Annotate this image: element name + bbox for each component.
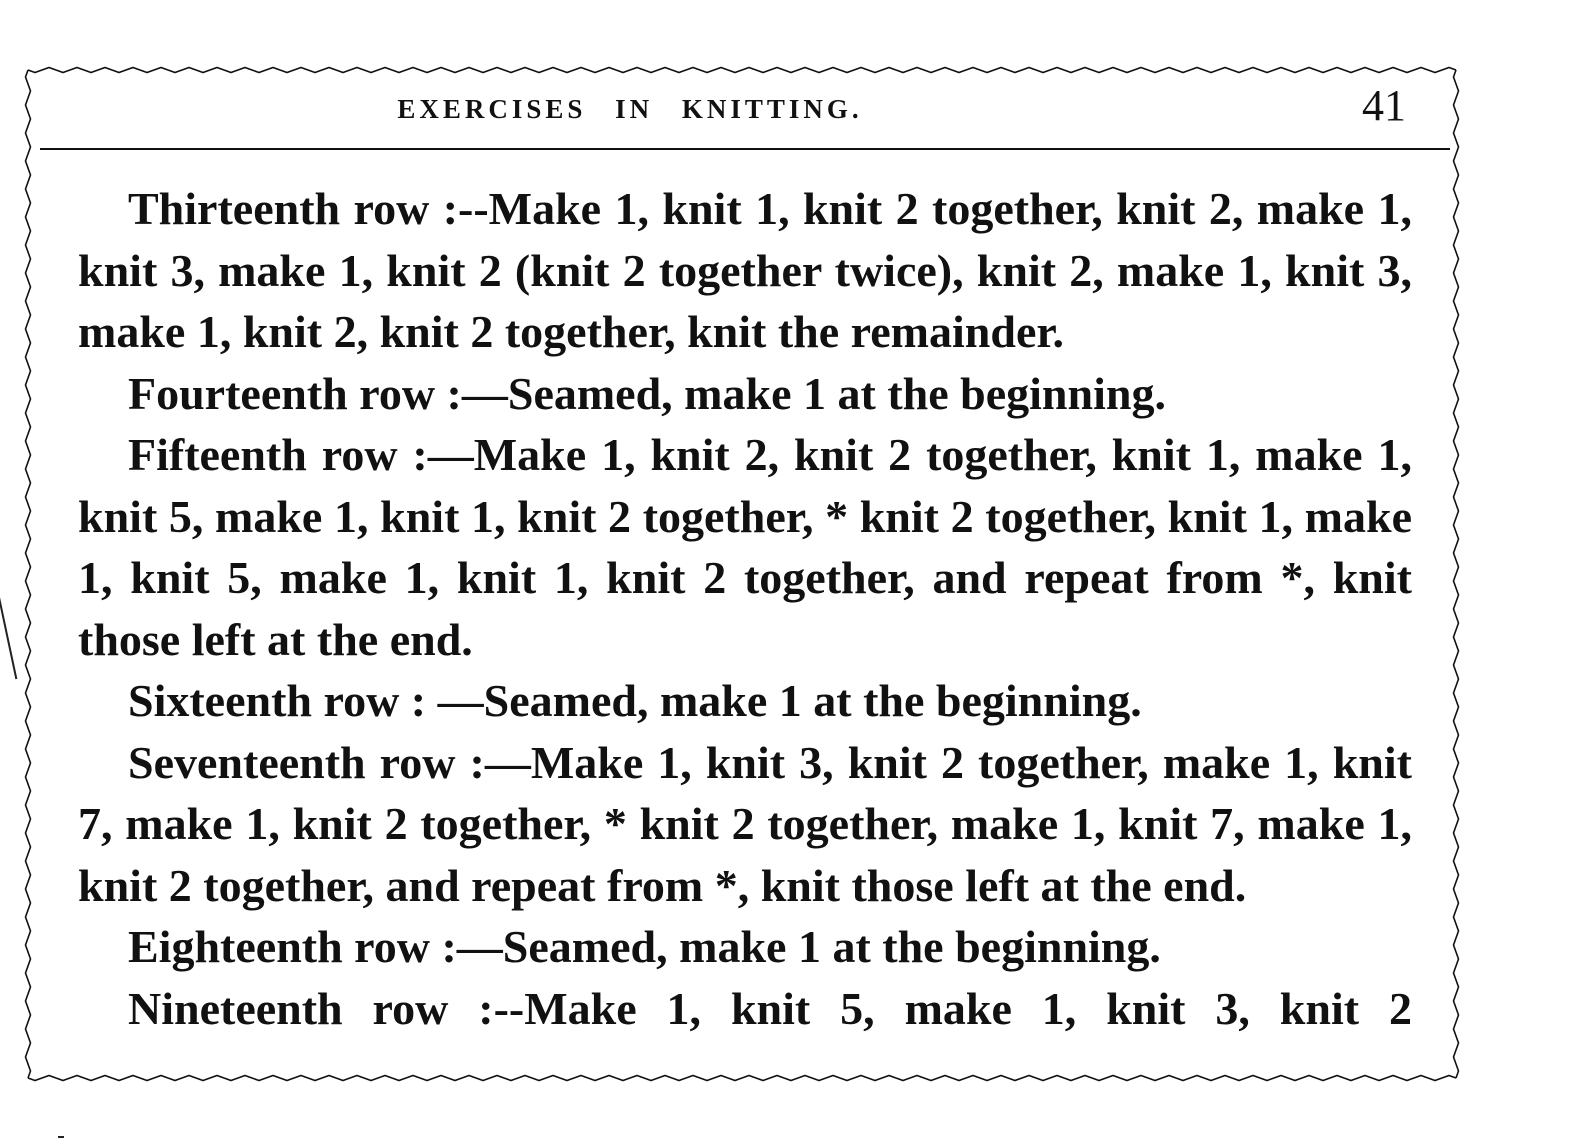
- border-edge: [1454, 70, 1459, 1078]
- header-rule: [40, 148, 1450, 150]
- running-head: [40, 80, 1450, 140]
- paragraph-thirteenth-row: Thirteenth row :--Make 1, knit 1, knit 2 together, knit 2, make 1, knit 3, make 1, knit 2 (knit 2 together twice), knit 2, make 1, knit 3, make 1, knit 2, knit 2 together, knit the remainder.: [78, 183, 1412, 357]
- scan-mark: [58, 1136, 64, 1138]
- border-edge: [26, 70, 31, 1078]
- border-edge: [28, 68, 1456, 73]
- border-edge: [28, 1076, 1456, 1081]
- scan-mark: [0, 591, 17, 679]
- page-number: 41: [1362, 81, 1406, 130]
- paragraph-seventeenth-row: Seventeenth row :—Make 1, knit 3, knit 2 together, make 1, knit 7, make 1, knit 2 together, * knit 2 together, make 1, knit 7, make 1, knit 2 together, and repeat from *, knit those left at the end.: [78, 736, 1412, 911]
- text-body: [78, 178, 1412, 1039]
- paragraph-sixteenth-row: Sixteenth row : —Seamed, make 1 at the beginning.: [128, 675, 1142, 726]
- paragraph-fifteenth-row: Fifteenth row :—Make 1, knit 2, knit 2 together, knit 1, make 1, knit 5, make 1, knit 1, knit 2 together, * knit 2 together, knit 1, make 1, knit 5, make 1, knit 1, knit 2 together, and repeat from *, knit those left at the end.: [78, 429, 1412, 665]
- paragraph-eighteenth-row: Eighteenth row :—Seamed, make 1 at the beginning.: [128, 921, 1161, 972]
- running-title: EXERCISES IN KNITTING.: [397, 94, 863, 124]
- paragraph-fourteenth-row: Fourteenth row :—Seamed, make 1 at the beginning.: [128, 367, 1166, 419]
- paragraph-nineteenth-row: Nineteenth row :--Make 1, knit 5, make 1, knit 3, knit 2: [128, 982, 1412, 1034]
